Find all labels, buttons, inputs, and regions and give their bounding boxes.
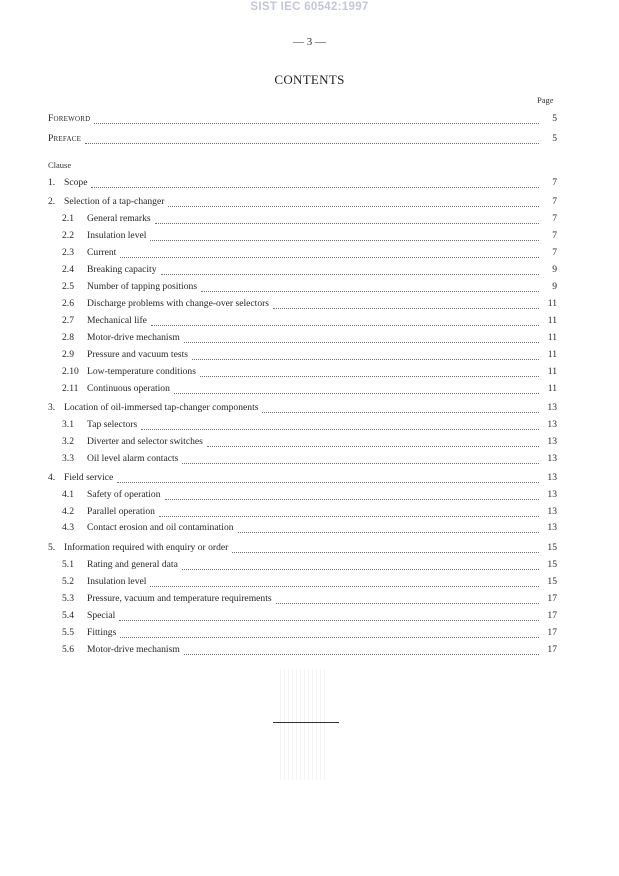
toc-entry-label: Continuous operation xyxy=(87,383,170,394)
toc-subsection-number: 2.7 xyxy=(62,315,74,326)
toc-subsection-2-7[interactable] xyxy=(62,315,557,329)
toc-subsection-2-4[interactable] xyxy=(62,264,557,278)
toc-subsection-number: 4.2 xyxy=(62,506,74,517)
toc-page-number: 7 xyxy=(552,177,557,188)
toc-subsection-2-9[interactable] xyxy=(62,349,557,363)
toc-subsection-3-3[interactable] xyxy=(62,453,557,467)
leader-dots xyxy=(161,274,539,275)
leader-dots xyxy=(85,143,539,144)
toc-page-number: 17 xyxy=(547,627,557,638)
toc-page-number: 7 xyxy=(552,213,557,224)
toc-page-number: 15 xyxy=(547,576,557,587)
leader-dots xyxy=(120,257,539,258)
toc-subsection-2-1[interactable] xyxy=(62,213,557,227)
toc-subsection-number: 2.10 xyxy=(62,366,79,377)
toc-entry-label: Diverter and selector switches xyxy=(87,436,203,447)
toc-subsection-3-1[interactable] xyxy=(62,419,557,433)
toc-entry-label: Low-temperature conditions xyxy=(87,366,196,377)
toc-subsection-number: 4.3 xyxy=(62,522,74,533)
toc-section-1[interactable] xyxy=(48,177,557,191)
toc-section-number: 1. xyxy=(48,177,56,188)
leader-dots xyxy=(192,359,539,360)
toc-entry-label: Safety of operation xyxy=(87,489,161,500)
toc-subsection-2-8[interactable] xyxy=(62,332,557,346)
toc-entry-label: Fittings xyxy=(87,627,117,638)
toc-page-number: 13 xyxy=(547,472,557,483)
toc-entry-foreword[interactable] xyxy=(48,113,557,127)
leader-dots xyxy=(174,393,539,394)
leader-dots xyxy=(91,187,539,188)
toc-page-number: 9 xyxy=(552,264,557,275)
toc-page-number: 13 xyxy=(547,419,557,430)
leader-dots xyxy=(150,240,539,241)
toc-section-5[interactable] xyxy=(48,542,557,556)
toc-page-number: 5 xyxy=(552,113,557,124)
toc-entry-label: Location of oil-immersed tap-changer components xyxy=(64,402,259,413)
toc-entry-label: Field service xyxy=(64,472,114,483)
toc-subsection-4-2[interactable] xyxy=(62,506,557,520)
toc-subsection-4-3[interactable] xyxy=(62,522,557,536)
toc-page-number: 7 xyxy=(552,230,557,241)
toc-section-number: 3. xyxy=(48,402,56,413)
toc-subsection-number: 5.2 xyxy=(62,576,74,587)
toc-entry-label: Tap selectors xyxy=(87,419,138,430)
toc-subsection-4-1[interactable] xyxy=(62,489,557,503)
toc-subsection-3-2[interactable] xyxy=(62,436,557,450)
toc-subsection-number: 2.1 xyxy=(62,213,74,224)
leader-dots xyxy=(200,376,539,377)
leader-dots xyxy=(120,637,539,638)
toc-page-number: 13 xyxy=(547,402,557,413)
leader-dots xyxy=(276,603,539,604)
leader-dots xyxy=(207,446,539,447)
toc-entry-label: Scope xyxy=(64,177,88,188)
leader-dots xyxy=(232,552,539,553)
leader-dots xyxy=(201,291,539,292)
toc-entry-label: Pressure and vacuum tests xyxy=(87,349,188,360)
toc-entry-label: Insulation level xyxy=(87,230,147,241)
toc-entry-label: Number of tapping positions xyxy=(87,281,198,292)
leader-dots xyxy=(262,412,539,413)
toc-page-number: 11 xyxy=(547,349,557,360)
leader-dots xyxy=(150,586,539,587)
toc-entry-label: Mechanical life xyxy=(87,315,147,326)
toc-subsection-number: 2.3 xyxy=(62,247,74,258)
toc-subsection-5-2[interactable] xyxy=(62,576,557,590)
toc-subsection-2-11[interactable] xyxy=(62,383,557,397)
toc-entry-label: Motor-drive mechanism xyxy=(87,332,180,343)
leader-dots xyxy=(182,569,539,570)
toc-page-number: 11 xyxy=(547,332,557,343)
leader-dots xyxy=(119,620,539,621)
toc-subsection-number: 2.4 xyxy=(62,264,74,275)
leader-dots xyxy=(155,223,539,224)
toc-section-number: 4. xyxy=(48,472,56,483)
leader-dots xyxy=(159,516,539,517)
toc-subsection-5-1[interactable] xyxy=(62,559,557,573)
leader-dots xyxy=(184,342,539,343)
toc-entry-label: Parallel operation xyxy=(87,506,155,517)
toc-page-number: 5 xyxy=(552,133,557,144)
toc-subsection-number: 2.9 xyxy=(62,349,74,360)
toc-subsection-number: 2.6 xyxy=(62,298,74,309)
toc-subsection-number: 5.6 xyxy=(62,644,74,655)
toc-section-number: 2. xyxy=(48,196,56,207)
toc-entry-label: Selection of a tap-changer xyxy=(64,196,165,207)
toc-subsection-5-4[interactable] xyxy=(62,610,557,624)
toc-subsection-2-3[interactable] xyxy=(62,247,557,261)
toc-entry-label: Current xyxy=(87,247,117,258)
toc-section-4[interactable] xyxy=(48,472,557,486)
toc-subsection-5-5[interactable] xyxy=(62,627,557,641)
toc-entry-label: Insulation level xyxy=(87,576,147,587)
toc-entry-preface[interactable] xyxy=(48,133,557,147)
scan-artifact xyxy=(280,670,328,780)
document-watermark: SIST IEC 60542:1997 xyxy=(250,1,369,13)
toc-subsection-2-5[interactable] xyxy=(62,281,557,295)
toc-entry-label: Pressure, vacuum and temperature requirements xyxy=(87,593,272,604)
toc-section-number: 5. xyxy=(48,542,56,553)
leader-dots xyxy=(165,499,539,500)
toc-subsection-5-3[interactable] xyxy=(62,593,557,607)
toc-subsection-number: 2.8 xyxy=(62,332,74,343)
toc-entry-label: Special xyxy=(87,610,116,621)
leader-dots xyxy=(151,325,539,326)
toc-page-number: 11 xyxy=(547,383,557,394)
toc-page-number: 11 xyxy=(547,298,557,309)
toc-entry-label: Preface xyxy=(48,133,82,144)
toc-page-number: 7 xyxy=(552,196,557,207)
toc-page-number: 13 xyxy=(547,453,557,464)
page-column-label: Page xyxy=(537,95,554,105)
toc-entry-label: Motor-drive mechanism xyxy=(87,644,180,655)
toc-page-number: 9 xyxy=(552,281,557,292)
leader-dots xyxy=(94,123,539,124)
toc-subsection-number: 5.4 xyxy=(62,610,74,621)
toc-page-number: 11 xyxy=(547,315,557,326)
toc-subsection-2-6[interactable] xyxy=(62,298,557,312)
leader-dots xyxy=(182,463,539,464)
toc-page-number: 7 xyxy=(552,247,557,258)
toc-page-number: 13 xyxy=(547,436,557,447)
toc-subsection-2-2[interactable] xyxy=(62,230,557,244)
toc-subsection-number: 2.11 xyxy=(62,383,79,394)
toc-page-number: 11 xyxy=(547,366,557,377)
page-number: — 3 — xyxy=(293,36,326,48)
leader-dots xyxy=(141,429,539,430)
toc-page-number: 17 xyxy=(547,610,557,621)
leader-dots xyxy=(117,482,539,483)
toc-page-number: 15 xyxy=(547,542,557,553)
leader-dots xyxy=(168,206,539,207)
toc-page-number: 15 xyxy=(547,559,557,570)
toc-entry-label: Information required with enquiry or order xyxy=(64,542,229,553)
toc-subsection-number: 3.2 xyxy=(62,436,74,447)
toc-subsection-number: 5.3 xyxy=(62,593,74,604)
toc-entry-label: Foreword xyxy=(48,113,91,124)
toc-page-number: 17 xyxy=(547,593,557,604)
toc-entry-label: Rating and general data xyxy=(87,559,178,570)
toc-subsection-number: 2.5 xyxy=(62,281,74,292)
toc-entry-label: Breaking capacity xyxy=(87,264,157,275)
toc-section-2[interactable] xyxy=(48,196,557,210)
toc-entry-label: Discharge problems with change-over selectors xyxy=(87,298,270,309)
toc-subsection-5-6[interactable] xyxy=(62,644,557,658)
toc-subsection-number: 3.3 xyxy=(62,453,74,464)
toc-entry-label: Contact erosion and oil contamination xyxy=(87,522,234,533)
end-rule xyxy=(273,722,339,723)
toc-subsection-number: 2.2 xyxy=(62,230,74,241)
clause-label: Clause xyxy=(48,160,72,170)
toc-page-number: 17 xyxy=(547,644,557,655)
toc-subsection-number: 4.1 xyxy=(62,489,74,500)
toc-subsection-number: 3.1 xyxy=(62,419,74,430)
toc-page-number: 13 xyxy=(547,506,557,517)
toc-section-3[interactable] xyxy=(48,402,557,416)
page-title: CONTENTS xyxy=(274,72,345,87)
leader-dots xyxy=(184,654,539,655)
toc-entry-label: Oil level alarm contacts xyxy=(87,453,179,464)
toc-subsection-2-10[interactable] xyxy=(62,366,557,380)
toc-subsection-number: 5.1 xyxy=(62,559,74,570)
toc-entry-label: General remarks xyxy=(87,213,151,224)
toc-page-number: 13 xyxy=(547,489,557,500)
toc-subsection-number: 5.5 xyxy=(62,627,74,638)
leader-dots xyxy=(238,532,539,533)
toc-page-number: 13 xyxy=(547,522,557,533)
leader-dots xyxy=(273,308,539,309)
